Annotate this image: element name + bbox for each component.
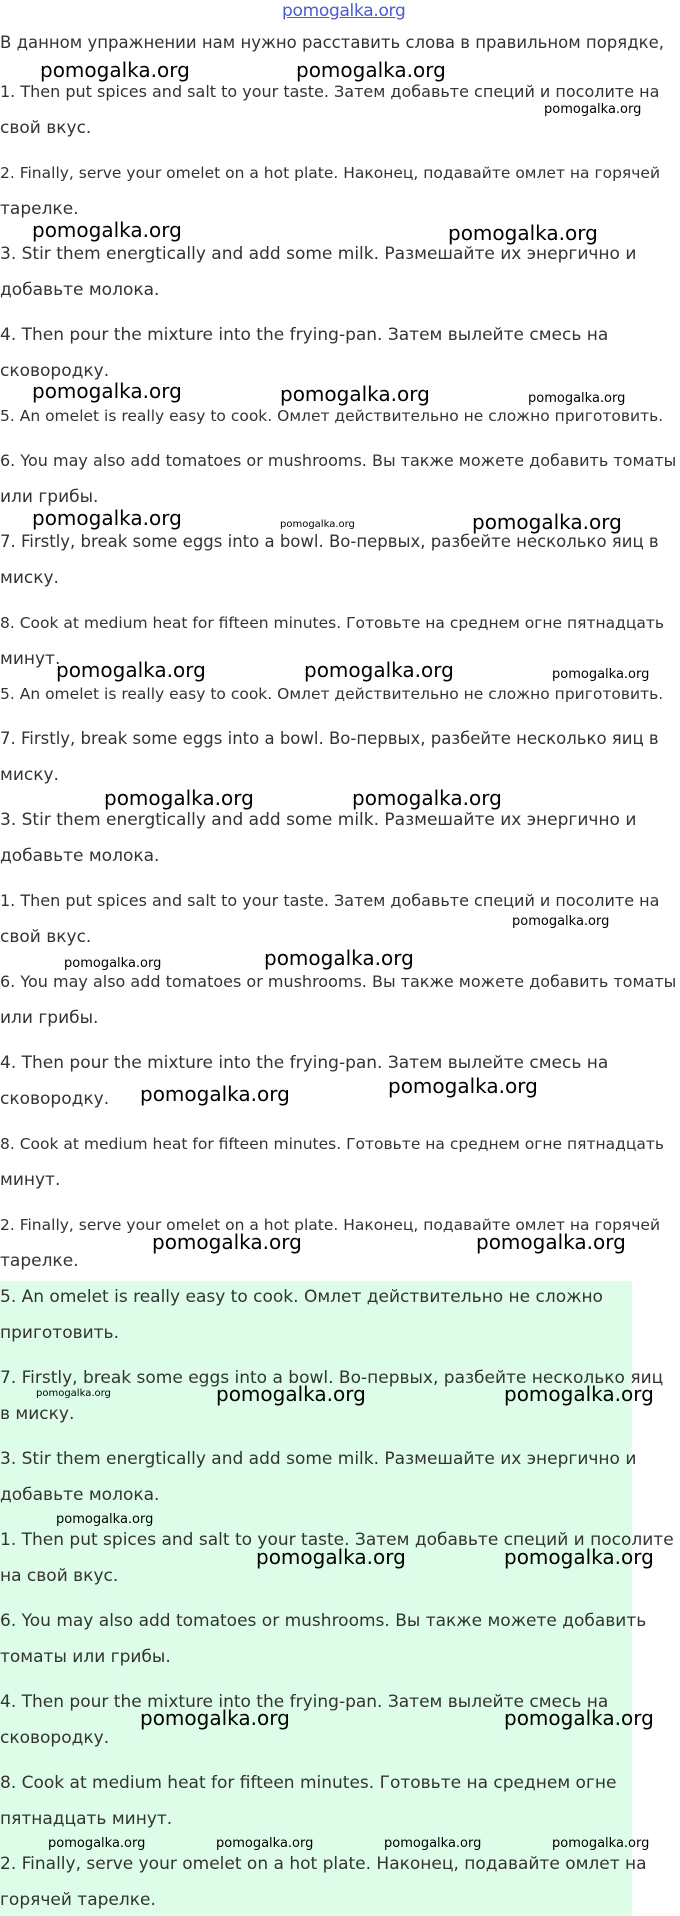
exercise-line: 6. You may also add tomatoes or mushrooms. Вы также можете добавить томаты [0,972,677,991]
watermark: pomogalka.org [32,379,182,403]
exercise-line: 4. Then pour the mixture into the frying-pan. Затем вылейте смесь на [0,1053,609,1073]
watermark: pomogalka.org [32,506,182,530]
exercise-line: 8. Cook at medium heat for fifteen minutes. Готовьте на среднем огне пятнадцать [0,614,665,632]
exercise-line: добавьте молока. [0,846,160,866]
watermark: pomogalka.org [304,658,454,682]
exercise-line: миску. [0,765,59,785]
watermark: pomogalka.org [476,1230,626,1254]
answer-line: томаты или грибы. [0,1647,171,1667]
watermark: pomogalka.org [352,786,502,810]
exercise-line: тарелке. [0,199,79,219]
watermark: pomogalka.org [48,1836,146,1851]
answer-line: 5. An omelet is really easy to cook. Омлет действительно не сложно [0,1287,603,1307]
exercise-line: миску. [0,568,59,588]
answer-line: в миску. [0,1404,75,1424]
watermark: pomogalka.org [528,391,626,406]
exercise-line: минут. [0,649,61,669]
watermark: pomogalka.org [552,1836,650,1851]
watermark: pomogalka.org [56,1512,154,1527]
exercise-line: свой вкус. [0,927,92,947]
exercise-line: или грибы. [0,1008,99,1028]
exercise-line: 6. You may also add tomatoes or mushrooms. Вы также можете добавить томаты [0,451,677,470]
watermark: pomogalka.org [56,658,206,682]
watermark: pomogalka.org [264,946,414,970]
watermark: pomogalka.org [40,58,190,82]
answer-line: 7. Firstly, break some eggs into a bowl. Во-первых, разбейте несколько яиц [0,1368,664,1388]
answer-line: 6. You may also add tomatoes or mushrooms. Вы также можете добавить [0,1611,647,1631]
exercise-line: 4. Then pour the mixture into the frying-pan. Затем вылейте смесь на [0,325,609,345]
exercise-line: добавьте молока. [0,280,160,300]
exercise-line: сковородку. [0,361,110,381]
exercise-line: 3. Stir them energtically and add some milk. Размешайте их энергично и [0,244,637,264]
answer-line: добавьте молока. [0,1485,160,1505]
watermark: pomogalka.org [36,1388,111,1399]
answer-line: 2. Finally, serve your omelet on a hot plate. Наконец, подавайте омлет на [0,1854,647,1874]
answer-line: 1. Then put spices and salt to your taste. Затем добавьте специй и посолите [0,1530,674,1550]
exercise-line: тарелке. [0,1251,79,1271]
answer-line: 4. Then pour the mixture into the frying-pan. Затем вылейте смесь на [0,1692,609,1712]
watermark: pomogalka.org [544,102,642,117]
watermark: pomogalka.org [104,786,254,810]
exercise-line: свой вкус. [0,118,92,138]
watermark: pomogalka.org [216,1382,366,1406]
watermark: pomogalka.org [280,519,355,530]
exercise-line: минут. [0,1170,61,1190]
exercise-line: 2. Finally, serve your omelet on a hot plate. Наконец, подавайте омлет на горячей [0,1216,661,1234]
watermark: pomogalka.org [296,58,446,82]
watermark: pomogalka.org [32,218,182,242]
exercise-line: 5. An omelet is really easy to cook. Омлет действительно не сложно приготовить. [0,685,664,703]
watermark: pomogalka.org [140,1082,290,1106]
watermark: pomogalka.org [512,914,610,929]
watermark: pomogalka.org [504,1382,654,1406]
answer-line: 8. Cook at medium heat for fifteen minutes. Готовьте на среднем огне [0,1773,617,1793]
exercise-line: 8. Cook at medium heat for fifteen minutes. Готовьте на среднем огне пятнадцать [0,1135,665,1153]
exercise-line: 1. Then put spices and salt to your taste. Затем добавьте специй и посолите на [0,82,660,101]
watermark: pomogalka.org [140,1706,290,1730]
answer-line: горячей тарелке. [0,1890,156,1910]
answer-line: на свой вкус. [0,1566,119,1586]
watermark: pomogalka.org [152,1230,302,1254]
watermark: pomogalka.org [552,667,650,682]
exercise-line: 3. Stir them energtically and add some milk. Размешайте их энергично и [0,810,637,830]
exercise-line: 2. Finally, serve your omelet on a hot plate. Наконец, подавайте омлет на горячей [0,164,661,182]
exercise-line: 7. Firstly, break some eggs into a bowl. Во-первых, разбейте несколько яиц в [0,729,659,748]
watermark: pomogalka.org [388,1074,538,1098]
answer-line: 3. Stir them energtically and add some milk. Размешайте их энергично и [0,1449,637,1469]
watermark: pomogalka.org [384,1836,482,1851]
site-logo[interactable]: pomogalka.org [282,1,406,21]
exercise-line: 1. Then put spices and salt to your taste. Затем добавьте специй и посолите на [0,891,660,910]
watermark: pomogalka.org [64,956,162,971]
exercise-line: 5. An omelet is really easy to cook. Омлет действительно не сложно приготовить. [0,407,664,425]
answer-line: приготовить. [0,1323,119,1343]
watermark: pomogalka.org [256,1545,406,1569]
watermark: pomogalka.org [448,221,598,245]
watermark: pomogalka.org [280,382,430,406]
exercise-line: или грибы. [0,487,99,507]
answer-line: пятнадцать минут. [0,1809,173,1829]
exercise-line: 7. Firstly, break some eggs into a bowl. Во-первых, разбейте несколько яиц в [0,532,659,551]
answer-line: сковородку. [0,1728,110,1748]
watermark: pomogalka.org [216,1836,314,1851]
intro-text: В данном упражнении нам нужно расставить слова в правильном порядке, [0,33,664,52]
exercise-line: сковородку. [0,1089,110,1109]
watermark: pomogalka.org [504,1706,654,1730]
watermark: pomogalka.org [472,510,622,534]
watermark: pomogalka.org [504,1545,654,1569]
